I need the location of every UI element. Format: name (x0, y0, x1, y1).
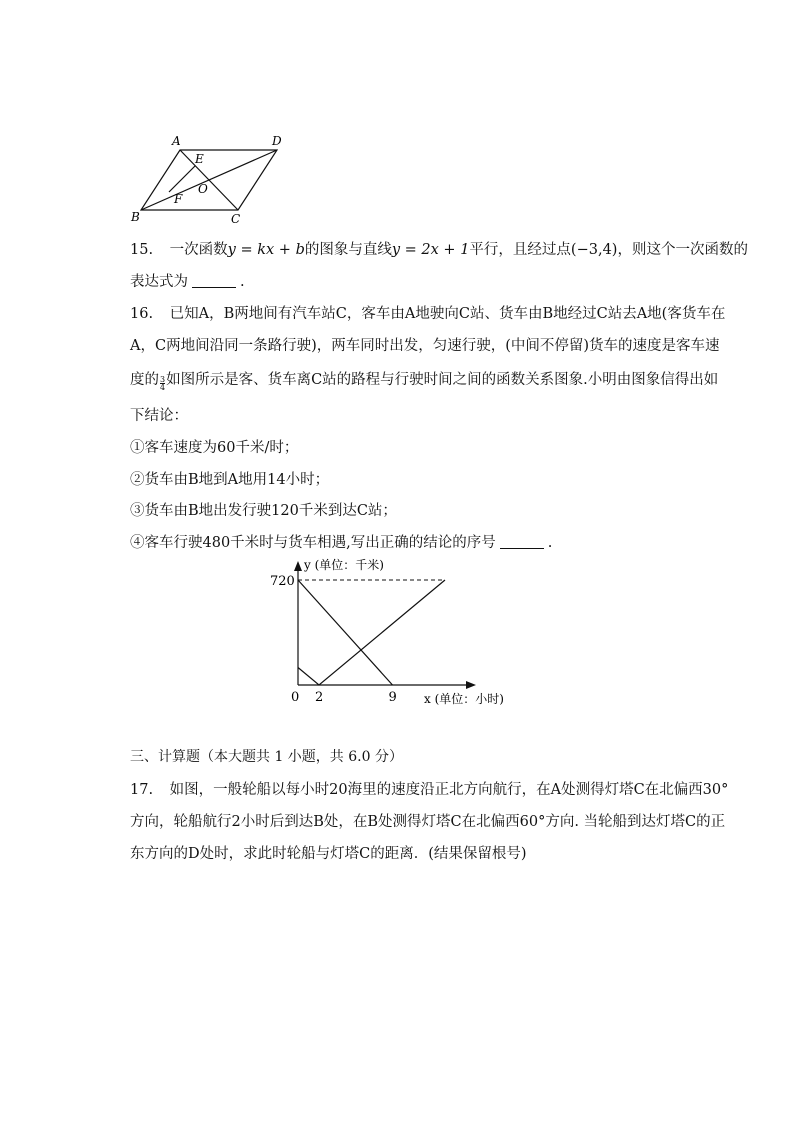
q16-number: 16. (130, 306, 154, 322)
section-3-title-text: 三、计算题（本大题共 1 小题，共 6.0 分） (130, 749, 403, 765)
fraction-numerator: 3 (160, 375, 166, 384)
q16-line3 (130, 368, 718, 391)
q17-line2 (130, 810, 725, 831)
q16-line2 (130, 334, 720, 355)
y-tick-720: 720 (270, 574, 295, 589)
q16-text-3b: 如图所示是客、货车离C站的路程与行驶时间之间的函数关系图象.小明由图象信得出如 (166, 372, 719, 388)
x-tick-0: 0 (291, 690, 300, 705)
q16-text-2: A，C两地间沿同一条路行驶)，两车同时出发，匀速行驶，(中间不停留)货车的速度是客车速 (130, 338, 720, 354)
y-axis-label: y (单位：千米) (304, 558, 384, 572)
fraction (160, 376, 165, 391)
q15-number: 15. (130, 242, 154, 258)
q17-line3 (130, 842, 527, 863)
section-3-title (130, 746, 403, 766)
q17-number: 17. (130, 782, 154, 798)
conclusion-3-text: ③货车由B地出发行驶120千米到达C站； (130, 503, 397, 519)
conclusion-1-text: ①客车速度为60千米/时； (130, 440, 299, 456)
q17-text-1: 如图，一般轮船以每小时20海里的速度沿正北方向航行，在A处测得灯塔C在北偏西30° (169, 782, 729, 798)
q15-line2-text: 表达式为 (130, 274, 188, 290)
x-axis-arrow (466, 681, 476, 689)
y-axis-arrow (294, 561, 302, 571)
q15-line1 (130, 238, 748, 259)
q15-point: (−3,4) (570, 242, 618, 258)
label-f: F (174, 192, 183, 206)
answer-blank[interactable] (192, 273, 236, 288)
fraction-denominator: 4 (160, 383, 166, 392)
q17-line1 (130, 778, 728, 799)
series-line-2 (298, 580, 445, 685)
q16-line1 (130, 302, 725, 323)
q16-conclusion-3 (130, 499, 397, 520)
distance-time-chart (260, 555, 540, 715)
label-d: D (272, 134, 282, 148)
label-b: B (131, 210, 140, 224)
q16-conclusion-1 (130, 436, 298, 457)
q15-text-d: ，则这个一次函数的 (617, 242, 748, 258)
parallelogram-figure (125, 130, 295, 230)
q17-text-3: 东方向的D处时，求此时轮船与灯塔C的距离．(结果保留根号) (130, 846, 527, 862)
label-o: O (198, 182, 208, 196)
q16-text-1: 已知A，B两地间有汽车站C，客车由A地驶向C站、货车由B地经过C站去A地(客货车在 (169, 306, 726, 322)
answer-blank[interactable] (500, 534, 544, 549)
conclusion-4-text: ④客车行驶480千米时与货车相遇,写出正确的结论的序号 (130, 535, 496, 551)
q15-text-c: 平行，且经过点 (469, 242, 571, 258)
q15-text-a: 一次函数 (169, 242, 228, 258)
q15-line2 (130, 270, 245, 291)
label-a: A (172, 134, 181, 148)
x-axis-label: x (单位：小时) (424, 692, 504, 706)
label-c: C (231, 212, 241, 226)
q16-line4 (130, 404, 188, 425)
series-line-1 (298, 580, 393, 685)
q16-conclusion-4 (130, 531, 552, 552)
x-tick-2: 2 (315, 690, 324, 705)
q16-conclusion-2 (130, 468, 329, 489)
x-tick-9: 9 (388, 690, 397, 705)
label-e: E (195, 152, 204, 166)
q15-end: . (240, 274, 245, 290)
conclusion-2-text: ②货车由B地到A地用14小时； (130, 472, 330, 488)
q15-eq2: y = 2x + 1 (391, 242, 470, 258)
q16-text-3a: 度的 (130, 372, 159, 388)
q16-end: . (547, 535, 553, 551)
q15-eq1: y = kx + b (227, 242, 305, 258)
q17-text-2: 方向，轮船航行2小时后到达B处，在B处测得灯塔C在北偏西60°方向. 当轮船到达灯塔C的正 (130, 814, 726, 830)
q16-text-4: 下结论： (130, 408, 188, 424)
q15-text-b: 的图象与直线 (304, 242, 392, 258)
